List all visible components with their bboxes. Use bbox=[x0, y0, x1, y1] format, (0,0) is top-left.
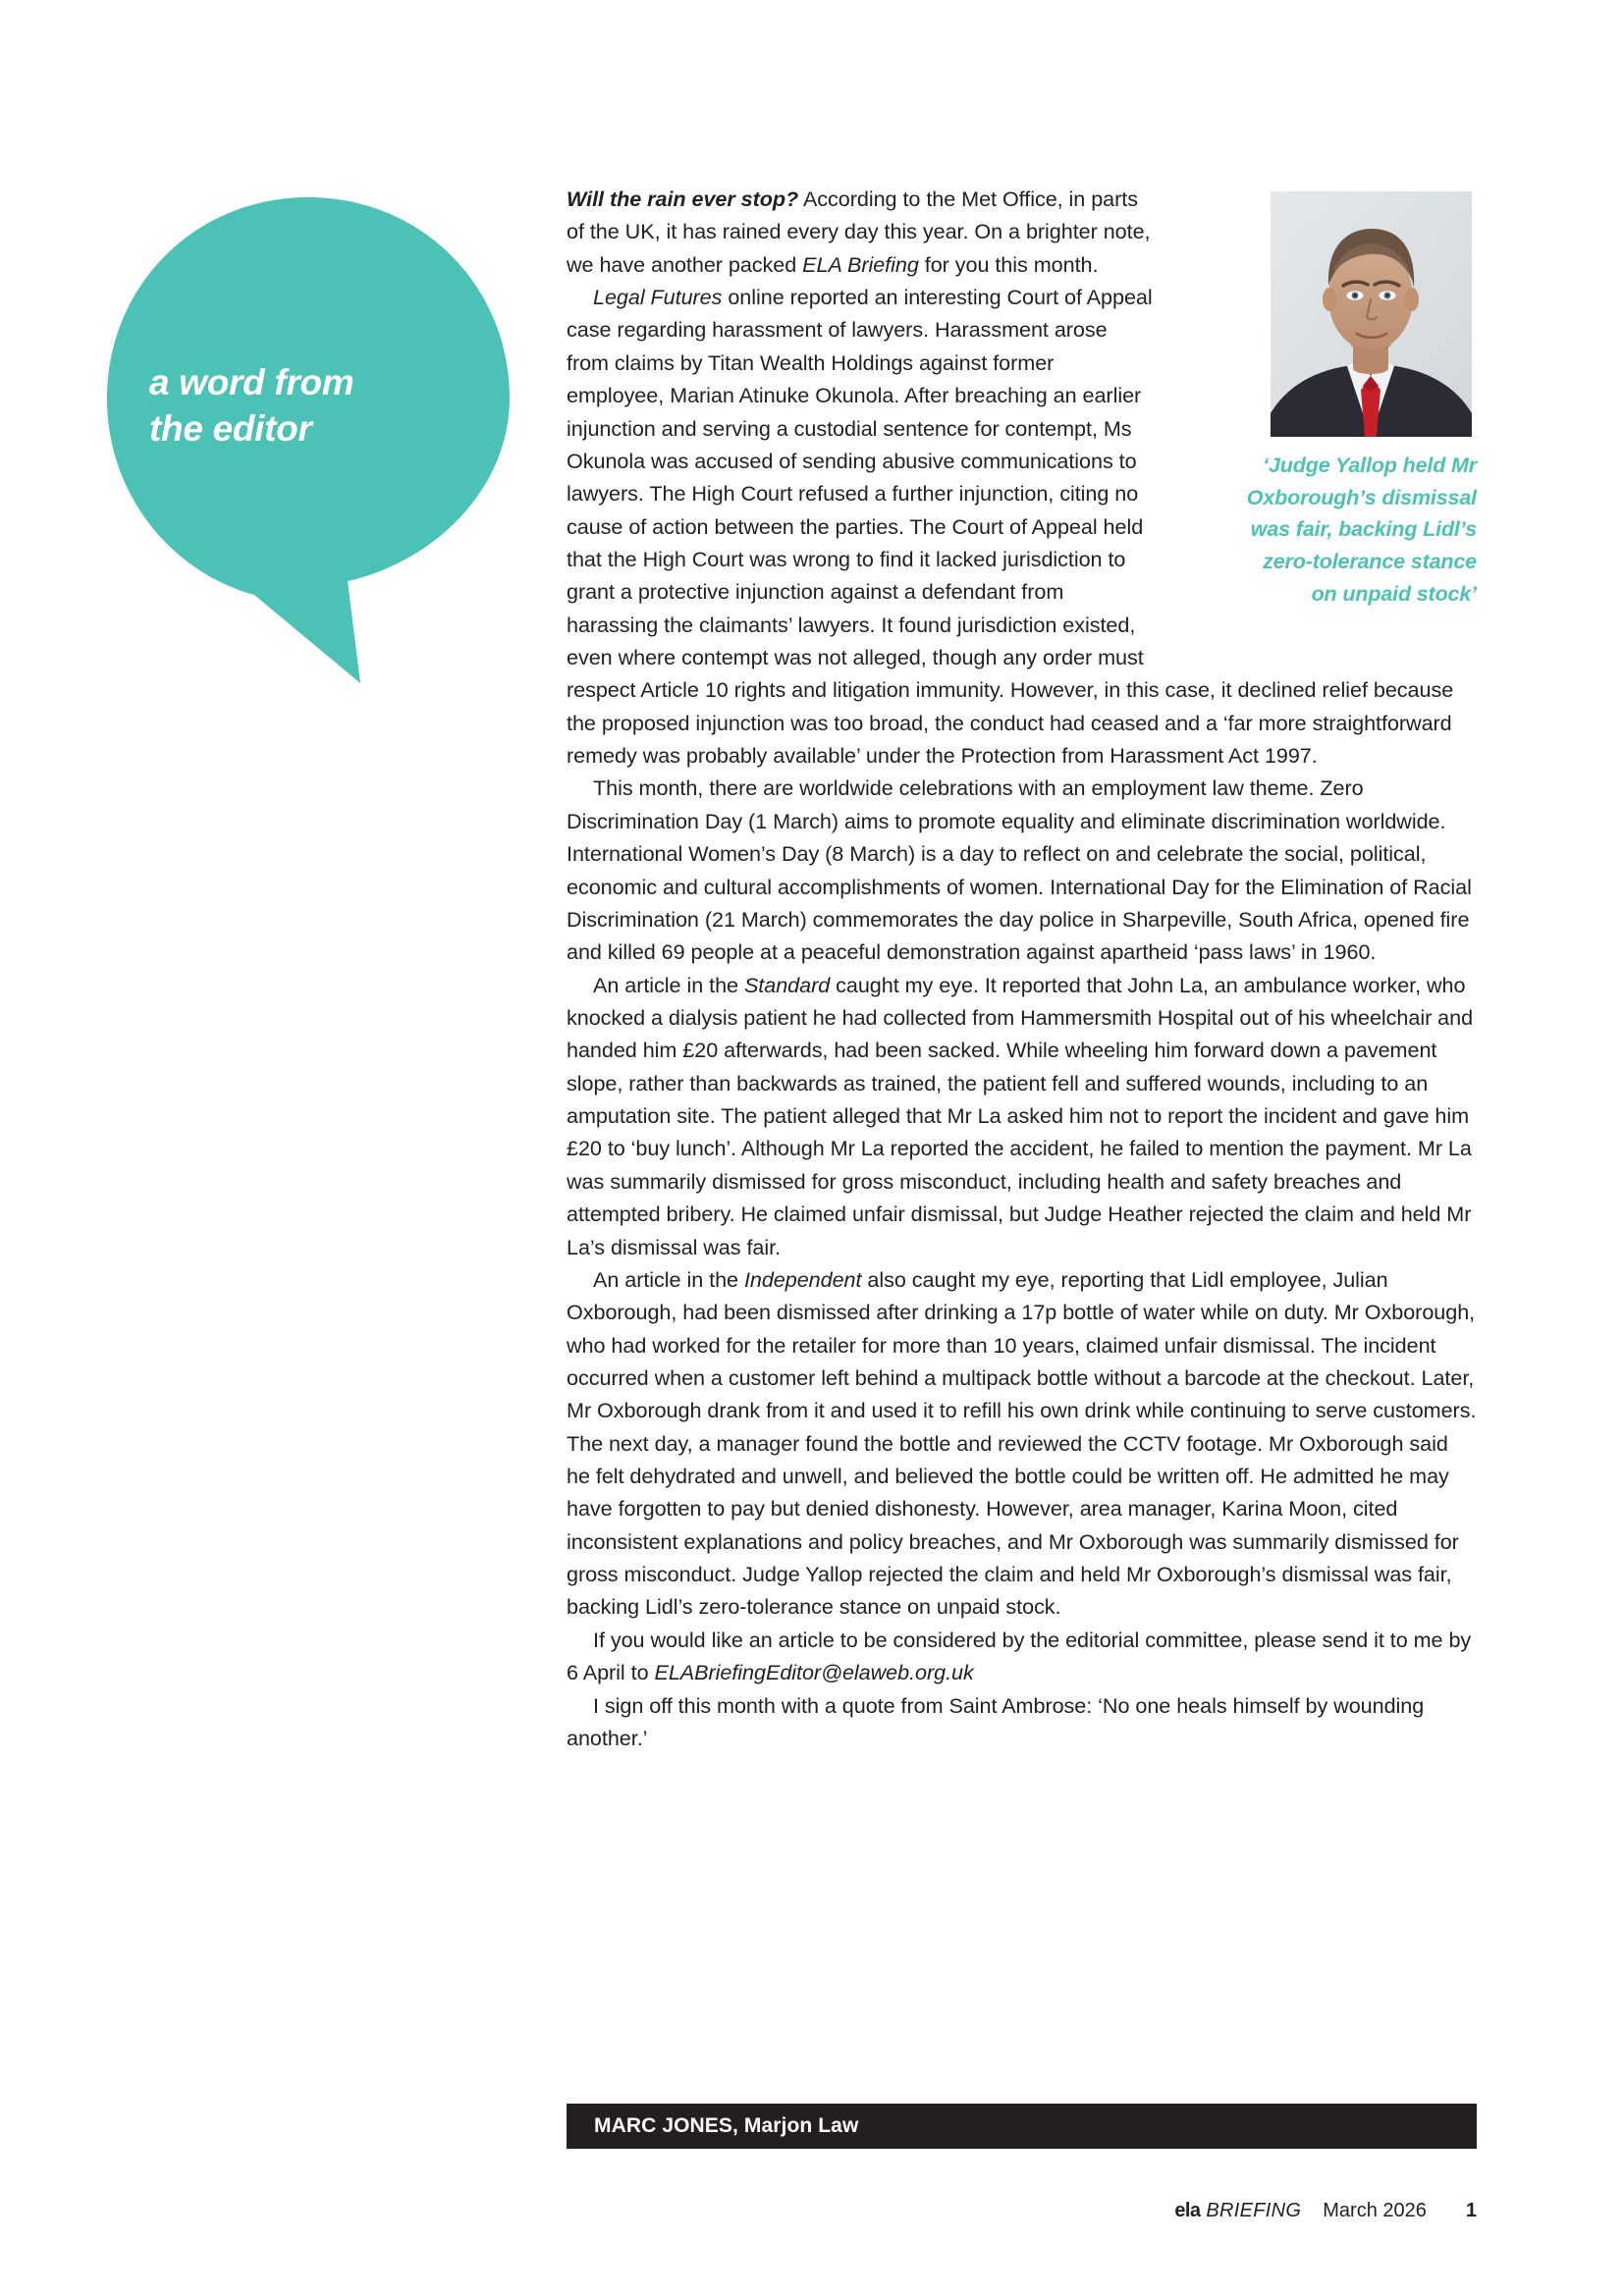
paragraph-text: caught my eye. It reported that John La, an ambulance worker, who knocked a dialysis patient he had collected from Hammersmith Hospital out of his wheelchair and handed him £20 afterwards, had been sacked. While wheeling him forward down a pavement slope, rather than backwards as trained, the patient fell and suffered wounds, including to an amputation site. The patient alleged that Mr La asked him not to report the incident and gave him £20 to ‘buy lunch’. Although Mr La reported the accident, he failed to mention the payment. Mr La was summarily dismissed for gross misconduct, including health and safety breaches and attempted bribery. He claimed unfair dismissal, but Judge Heather rejected the claim and held Mr La’s dismissal was fair. bbox=[567, 972, 1474, 1259]
paragraph-submissions bbox=[567, 1624, 1477, 1689]
paragraph-text: If you would like an article to be considered by the editorial committee, please send it to me by 6 April to bbox=[567, 1627, 1472, 1685]
paragraph-independent-article bbox=[567, 1263, 1477, 1624]
article-body bbox=[567, 183, 1477, 1754]
byline-author-name: MARC JONES, bbox=[594, 2114, 738, 2137]
lead-in-bold: Will the rain ever stop? bbox=[567, 187, 799, 211]
paragraph-text: for you this month. bbox=[918, 251, 1099, 277]
page-number: 1 bbox=[1465, 2200, 1477, 2221]
publication-name: Independent bbox=[743, 1266, 862, 1292]
byline-bar bbox=[567, 2104, 1477, 2149]
speech-bubble-text bbox=[149, 359, 473, 453]
paragraph-text: An article in the bbox=[593, 1266, 744, 1292]
pull-quote-line: ‘Judge Yallop held Mr bbox=[1263, 454, 1477, 477]
publication-name: ELA Briefing bbox=[802, 251, 919, 277]
paragraph-sign-off: I sign off this month with a quote from Saint Ambrose: ‘No one heals himself by wounding another.’ bbox=[567, 1692, 1425, 1750]
pull-quote-line: zero-tolerance stance bbox=[1263, 550, 1477, 574]
publication-title: BRIEFING bbox=[1206, 2200, 1302, 2221]
paragraph-text: According to the Met Office, in parts of the UK, it has rained every day this year. On a brighter note, we have another packed bbox=[567, 187, 1151, 277]
bubble-line-2: the editor bbox=[149, 408, 312, 450]
paragraph-awareness-days: This month, there are worldwide celebrations with an employment law theme. Zero Discrimination Day (1 March) aims to promote equality and eliminate discrimination worldwide. International Women’s Day (8 March) is a day to reflect on and celebrate the social, political, economic and cultural accomplishments of women. International Day for the Elimination of Racial Discrimination (21 March) commemorates the day police in Sharpeville, South Africa, opened fire and killed 69 people at a peaceful demonstration against apartheid ‘pass laws’ in 1960. bbox=[567, 775, 1472, 965]
paragraph-text: also caught my eye, reporting that Lidl employee, Julian Oxborough, had been dismissed after drinking a 17p bottle of water while on duty. Mr Oxborough, who had worked for the retailer for more than 10 years, claimed unfair dismissal. The incident occurred when a customer left behind a multipack bottle without a barcode at the checkout. Later, Mr Oxborough drank from it and used it to refill his own drink while continuing to serve customers. The next day, a manager found the bottle and reviewed the CCTV footage. Mr Oxborough said he felt dehydrated and unwell, and believed the bottle could be written off. He admitted he may have forgotten to pay but denied dishonesty. However, area manager, Karina Moon, cited inconsistent explanations and policy breaches, and Mr Oxborough was summarily dismissed for gross misconduct. Judge Yallop rejected the claim and held Mr Oxborough’s dismissal was fair, backing Lidl’s zero-tolerance stance on unpaid stock. bbox=[567, 1266, 1477, 1620]
page-footer bbox=[567, 2200, 1477, 2222]
photo-quote-float-spacer bbox=[1153, 183, 1477, 644]
bubble-line-1: a word from bbox=[149, 362, 354, 402]
ela-logo-text: ela bbox=[1174, 2200, 1201, 2221]
pull-quote-line: was fair, backing Lidl’s bbox=[1250, 517, 1477, 542]
issue-date: March 2026 bbox=[1323, 2200, 1427, 2221]
byline-firm-name: Marjon Law bbox=[737, 2114, 859, 2137]
byline-text bbox=[594, 2114, 858, 2138]
publication-name: Standard bbox=[743, 972, 831, 997]
editor-email-address[interactable]: ELABriefingEditor@elaweb.org.uk bbox=[654, 1660, 974, 1685]
paragraph-text: online reported an interesting Court of Appeal case regarding harassment of lawyers. Harassment arose from claims by Titan Wealth Holdings against former employee, Marian Atinuke Okunola. After breaching an earlier injunction and serving a custodial sentence for contempt, Ms Okunola was accused of sending abusive communications to lawyers. The High Court refused a further injunction, citing no cause of action between the parties. The Court of Appeal held that the High Court was wrong to find it lacked jurisdiction to grant a protective injunction against a defendant from harassing the claimants’ lawyers. It found jurisdiction existed, even where contempt was not alleged, though any order must respect Article 10 rights and litigation immunity. However, in this case, it declined relief because the proposed injunction was too broad, the conduct had ceased and a ‘far more straightforward remedy was probably available’ under the Protection from Harassment Act 1997. bbox=[567, 285, 1454, 769]
editor-speech-bubble bbox=[102, 192, 514, 683]
publication-name: Legal Futures bbox=[593, 285, 723, 310]
pull-quote-line: Oxborough’s dismissal bbox=[1246, 485, 1477, 509]
paragraph-standard-article bbox=[567, 969, 1477, 1263]
pull-quote-line: on unpaid stock’ bbox=[1311, 581, 1477, 606]
paragraph-text: An article in the bbox=[593, 972, 744, 997]
